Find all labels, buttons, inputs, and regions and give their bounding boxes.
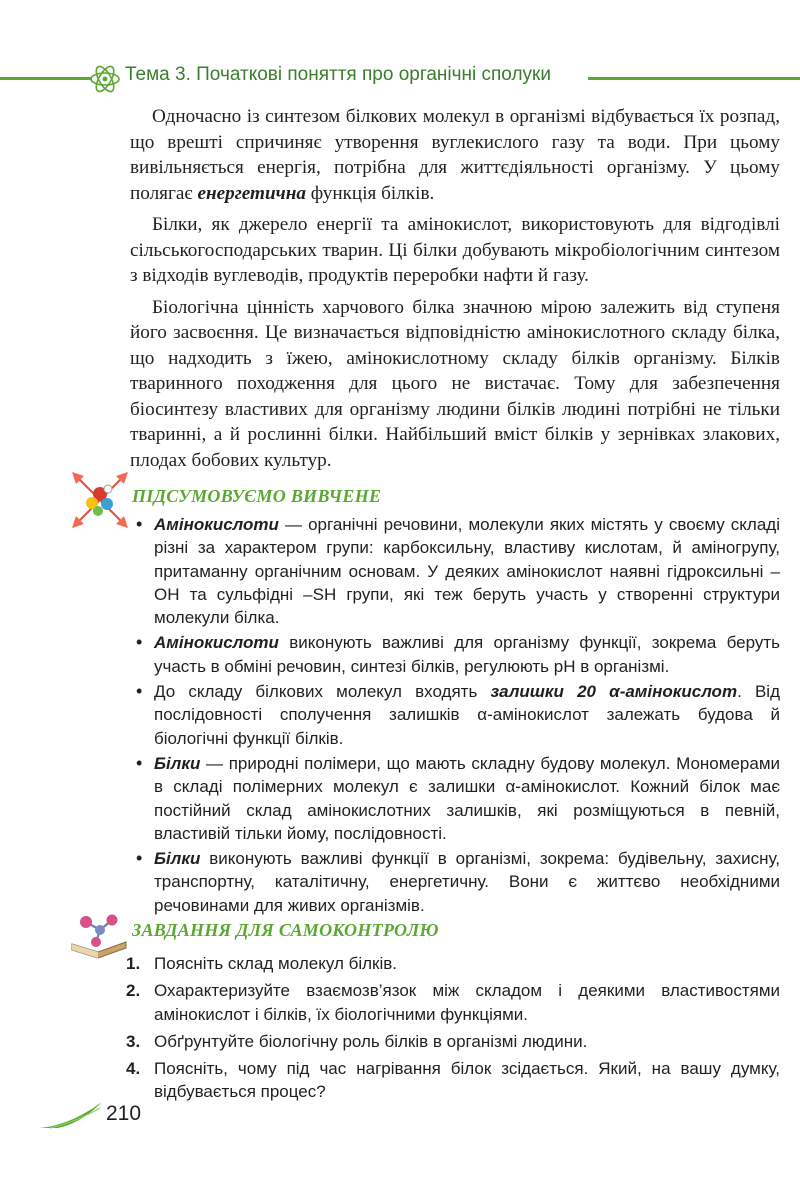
- header-rule-right: [588, 77, 800, 80]
- summary-list: [130, 513, 780, 919]
- summary-item: • До складу білкових молекул входять залишки 20 α-амінокислот. Від послідовності сполучення залишків α-амінокислот залежать будова й біологічні функції білків.: [130, 680, 780, 750]
- summary-item: • Амінокислоти — органічні речовини, молекули яких містять у своєму складі різні за характером групи: карбоксильну, властиву кислотам, й аміногрупу, притаманну органічним основам. У деяких амінокислот наявні гідроксильні –OH та сульфідні –SH групи, які теж беруть участь у створенні структури молекули білка.: [130, 513, 780, 629]
- summary-title: ПІДСУМОВУЄМО ВИВЧЕНЕ: [132, 486, 382, 506]
- paragraph-2: Білки, як джерело енергії та амінокислот, використовують для відгодівлі сільськогосподарських тварин. Ці білки добувають мікробіологічним синтезом з відходів вуглеводів, продуктів переробки нафти й газу.: [130, 214, 780, 286]
- summary-item: • Білки — природні полімери, що мають складну будову молекул. Мономерами в складі полімерних молекул є залишки α-амінокислот. Кожний білок має постійний склад амінокислотних залишків, які розміщуються в певній, властивій тільки йому, послідовності.: [130, 752, 780, 845]
- page-number: 210: [106, 1102, 142, 1125]
- header-rule-left: [0, 77, 92, 80]
- molecule-model-icon: [70, 470, 130, 530]
- header-title: Тема 3. Початкові поняття про органічні сполуки: [125, 64, 551, 85]
- leaf-icon: [40, 1100, 104, 1130]
- task-item: 4. Поясніть, чому під час нагрівання білок зсідається. Який, на вашу думку, відбувається процес?: [126, 1059, 780, 1102]
- tasks-title: ЗАВДАННЯ ДЛЯ САМОКОНТРОЛЮ: [132, 920, 439, 940]
- tasks-list: [122, 952, 780, 1108]
- task-item: 2. Охарактеризуйте взаємозв’язок між складом і деякими властивостями амінокислот і білків, їх біологічними функціями.: [126, 981, 780, 1024]
- task-item: 3. Обґрунтуйте біологічну роль білків в організмі людини.: [126, 1031, 588, 1051]
- summary-item: • Білки виконують важливі функції в організмі, зокрема: будівельну, захисну, транспортну, каталітичну, енергетичну. Вони є життєво необхідними речовинами для живих організмів.: [130, 847, 780, 917]
- body-text: [130, 104, 780, 473]
- task-item: 1. Поясніть склад молекул білків.: [126, 954, 397, 973]
- book-molecule-icon: [68, 908, 130, 964]
- term-energetic: енергетична: [197, 182, 306, 204]
- paragraph-1: Одночасно із синтезом білкових молекул в організмі відбувається їх розпад, що врешті спричиняє утворення вуглекислого газу та води. При цьому вивільняється енергія, потрібна для життєдіяльності організму. У цьому полягає енергетична функція білків.: [130, 106, 780, 204]
- atom-icon: [88, 62, 122, 96]
- page-footer: [40, 1100, 180, 1134]
- summary-item: • Амінокислоти виконують важливі для організму функції, зокрема беруть участь в обміні речовин, синтезі білків, регулюють pH в організмі.: [130, 631, 780, 678]
- paragraph-3: Біологічна цінність харчового білка значною мірою залежить від ступеня його засвоєння. Це визначається відповідністю амінокислотного складу білка, що надходить з їжею, амінокислотному складу білків організму. Білків тваринного походження для цього не вистачає. Тому для забезпечення біосинтезу властивих для організму людини білків людині потрібні не тільки тваринні, а й рослинні білки. Найбільший вміст білків у зернівках злакових, плодах бобових культур.: [130, 296, 780, 471]
- page-header: [0, 60, 800, 96]
